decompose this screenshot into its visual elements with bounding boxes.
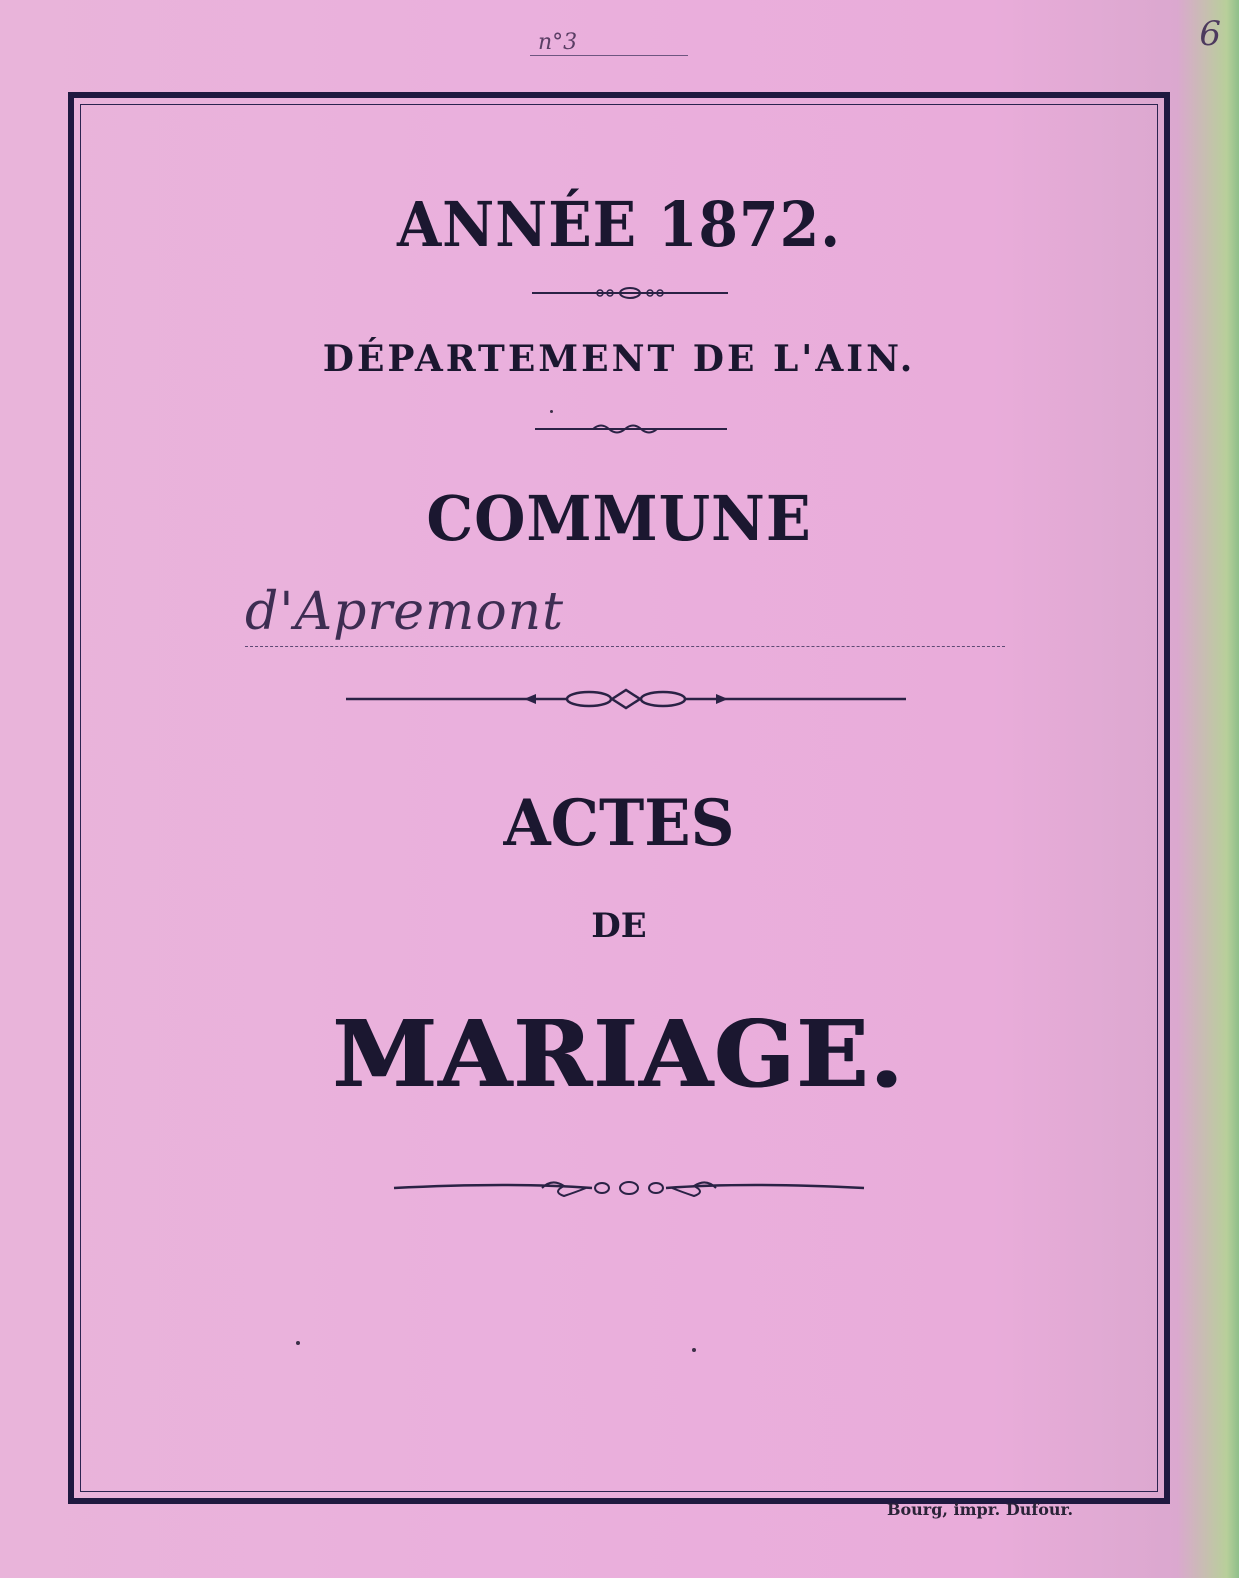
acts-label: ACTES [503, 786, 735, 861]
divider-ornament-2 [533, 420, 729, 438]
commune-name-handwritten: d'Apremont [245, 582, 565, 642]
page-number: 6 [1199, 14, 1221, 54]
divider-ornament-4 [392, 1176, 866, 1200]
divider-ornament-1 [530, 284, 730, 302]
folio-number: n°3 [530, 30, 688, 56]
paper-speck [296, 1341, 300, 1345]
divider-ornament-3 [344, 688, 908, 710]
mariage-label: MARIAGE. [332, 1000, 906, 1108]
paper-speck [692, 1348, 696, 1352]
commune-name-field [245, 582, 1005, 647]
commune-label: COMMUNE [426, 482, 812, 555]
paper-speck [550, 410, 553, 413]
printer-imprint: Bourg, impr. Dufour. [886, 1500, 1074, 1519]
department-label: DÉPARTEMENT DE L'AIN. [322, 338, 916, 380]
year-title: ANNÉE 1872. [396, 188, 842, 261]
de-label: DE [591, 906, 647, 946]
